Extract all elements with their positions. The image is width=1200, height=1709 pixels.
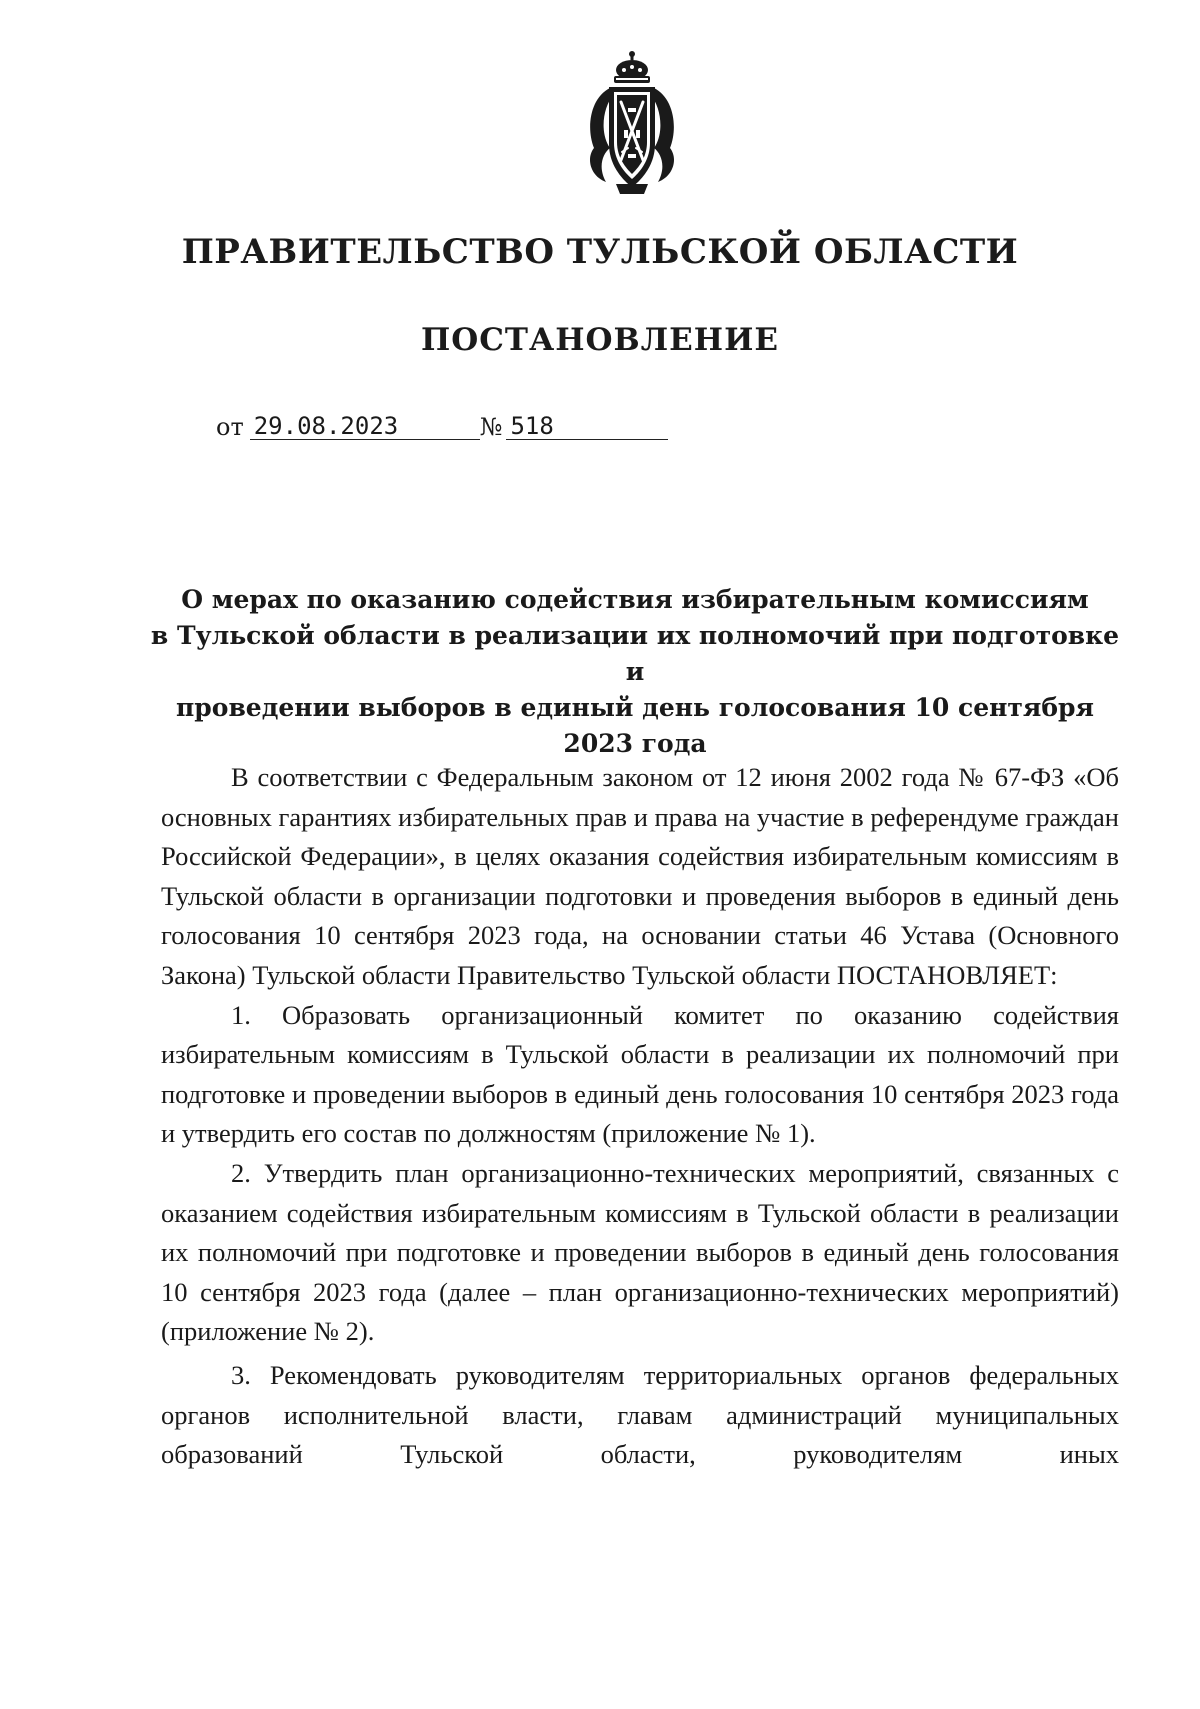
item-2-paragraph: 2. Утвердить план организационно-технических мероприятий, связанных с оказанием содействия избирательным комиссиям в Тульской области в реализации их полномочий при подготовке и проведении выборов в единый день голосования 10 сентября 2023 года (далее – план организационно-технических мероприятий) (приложение № 2). xyxy=(161,1157,1119,1347)
subject-line-1: О мерах по оказанию содействия избирательным комиссиям xyxy=(181,585,1089,614)
tula-coat-of-arms-icon xyxy=(580,48,684,198)
document-meta xyxy=(216,413,668,440)
government-title: ПРАВИТЕЛЬСТВО ТУЛЬСКОЙ ОБЛАСТИ xyxy=(181,232,1019,272)
subject-line-3: проведении выборов в единый день голосования 10 сентября 2023 года xyxy=(175,693,1094,758)
document-subject xyxy=(150,582,1120,762)
document-body xyxy=(161,758,1119,1475)
document-type: ПОСТАНОВЛЕНИЕ xyxy=(420,322,779,358)
item-1-paragraph: 1. Образовать организационный комитет по оказанию содействия избирательным комиссиям в Тульской области в реализации их полномочий при подготовке и проведении выборов в единый день голосования 10 сентября 2023 года и утвердить его состав по должностям (приложение № 1). xyxy=(161,999,1119,1149)
document-date: 29.08.2023 xyxy=(250,413,480,440)
document-number: 518 xyxy=(506,413,668,440)
preamble-paragraph: В соответствии с Федеральным законом от 12 июня 2002 года № 67-ФЗ «Об основных гарантиях избирательных прав и права на участие в референдуме граждан Российской Федерации», в целях оказания содействия избирательным комиссиям в Тульской области в организации подготовки и проведения выборов в единый день голосования 10 сентября 2023 года, на основании статьи 46 Устава (Основного Закона) Тульской области Правительство Тульской области ПОСТАНОВЛЯЕТ: xyxy=(161,762,1119,990)
item-3-paragraph: 3. Рекомендовать руководителям территориальных органов федеральных органов исполнительной власти, главам администраций муниципальных образований Тульской области, руководителям иных xyxy=(161,1359,1119,1470)
date-label: от xyxy=(216,413,244,441)
subject-line-2: в Тульской области в реализации их полномочий при подготовке и xyxy=(150,621,1120,686)
number-label: № xyxy=(479,413,503,441)
